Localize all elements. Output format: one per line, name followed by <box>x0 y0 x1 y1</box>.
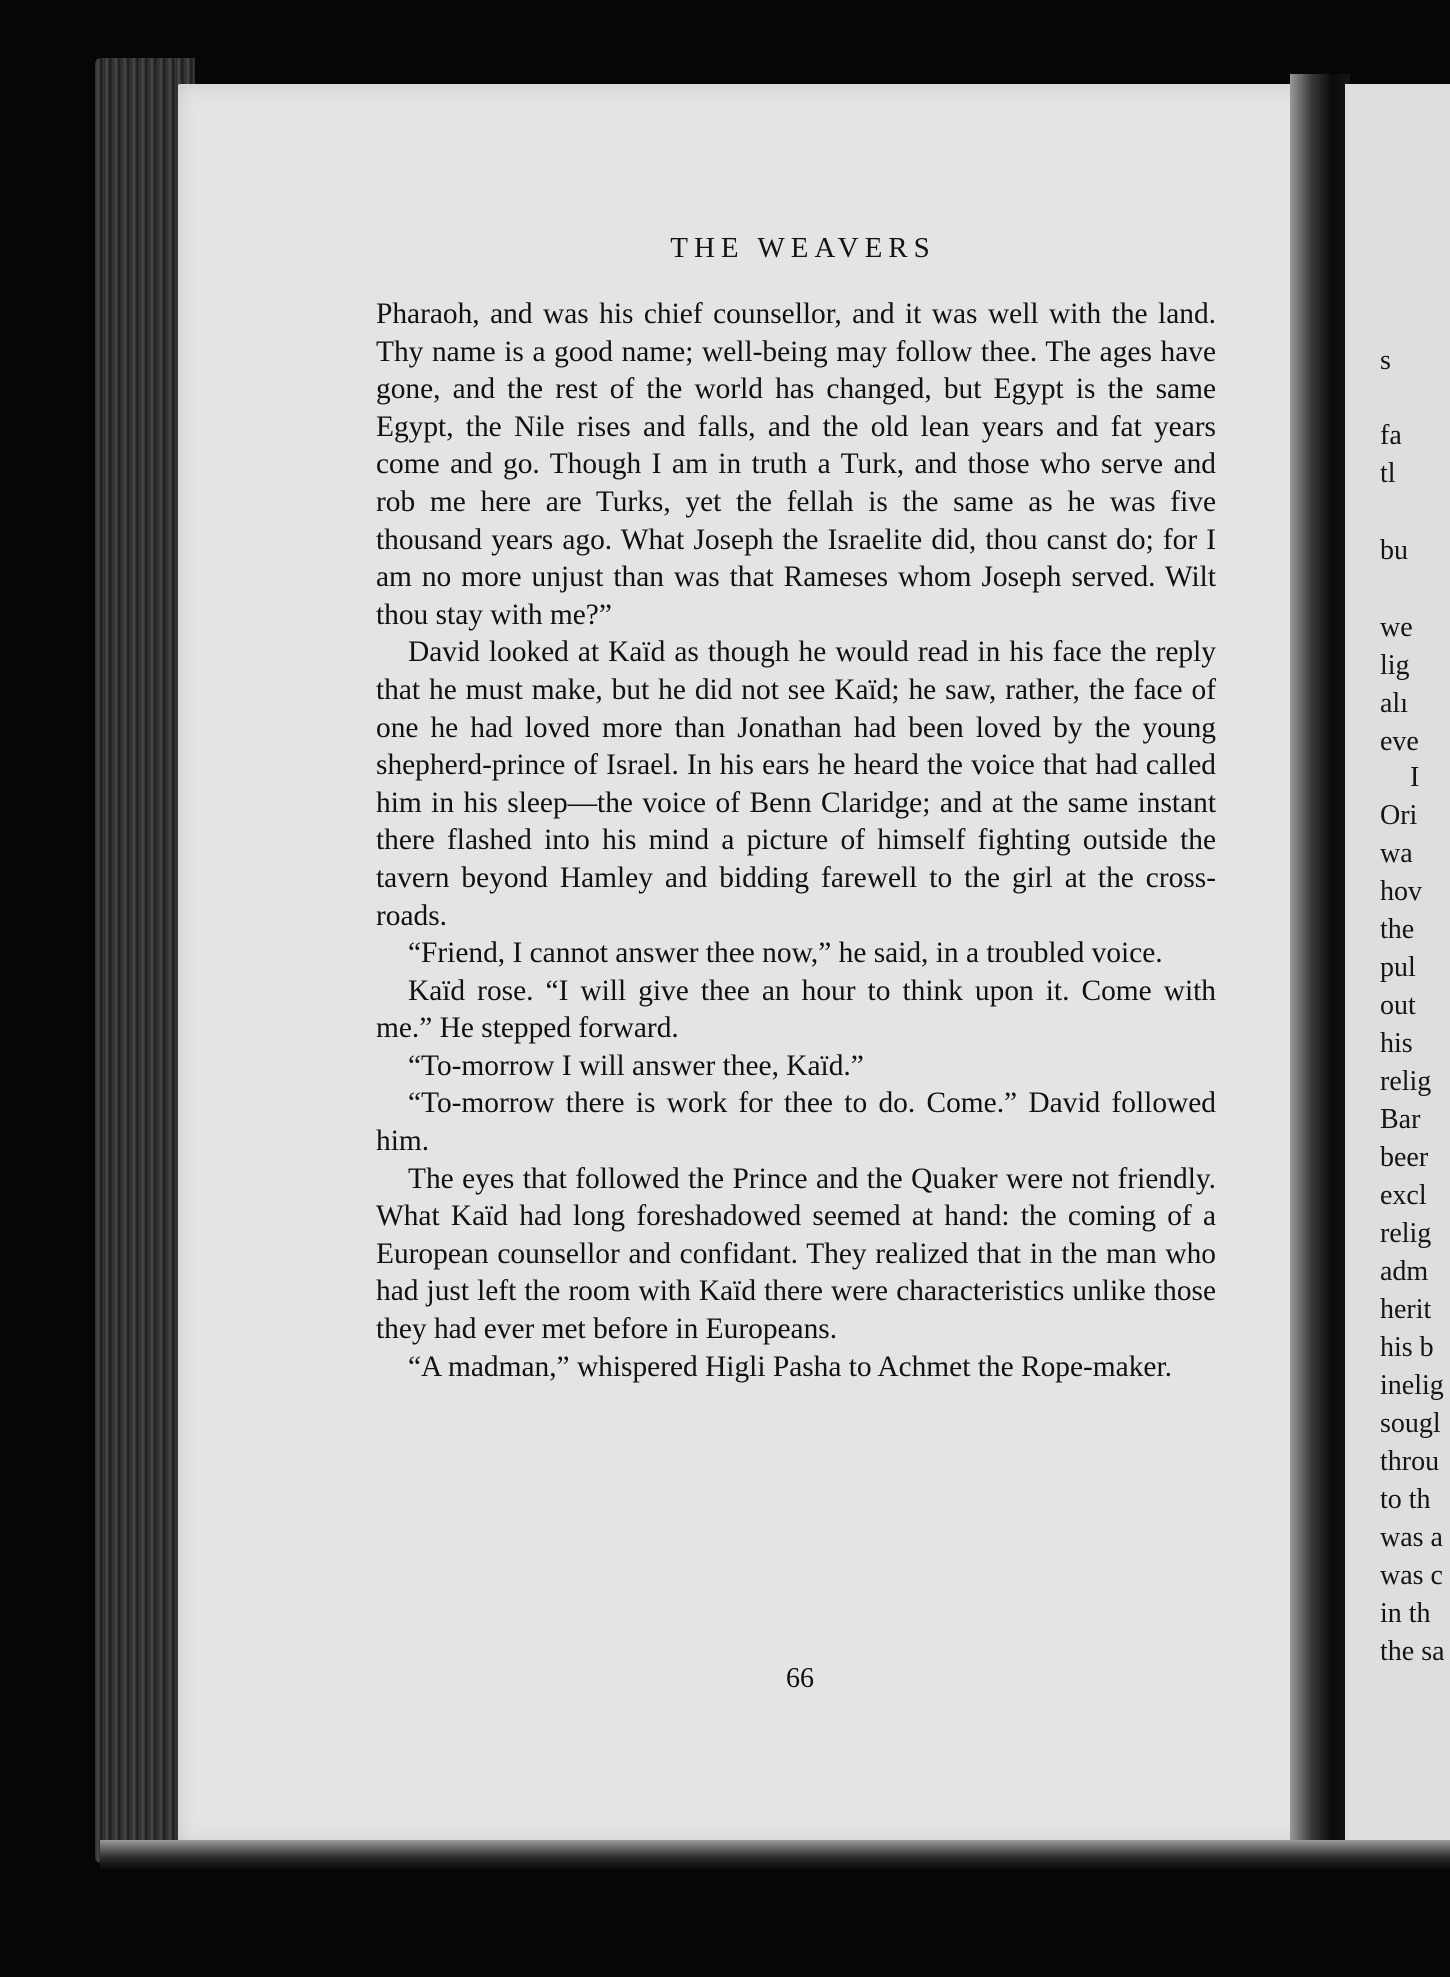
facing-line: in th <box>1380 1598 1431 1629</box>
paragraph-7: The eyes that followed the Prince and the Quaker were not friendly. What Kaïd had long foreshadowed seemed at hand: the coming of a European counsellor and confidant. They realized that in the man who had just left the room with Kaïd there were characteristics unlike those they had ever met before in Europeans. <box>376 1162 1216 1346</box>
facing-line: we <box>1380 612 1413 643</box>
facing-line: the <box>1380 914 1415 945</box>
facing-line: out <box>1380 990 1416 1021</box>
facing-page-text <box>1380 0 1450 1977</box>
book-gutter <box>1290 74 1350 1864</box>
facing-line: his <box>1380 1028 1413 1059</box>
facing-line: his b <box>1380 1332 1434 1363</box>
facing-line: inelig <box>1380 1370 1444 1401</box>
page-bottom-edge <box>100 1840 1450 1870</box>
page-number: 66 <box>786 1663 814 1694</box>
facing-line: tl <box>1380 458 1396 489</box>
body-text <box>376 296 1216 1386</box>
facing-line: relig <box>1380 1066 1432 1097</box>
paragraph-6: “To-morrow there is work for thee to do. Come.” David followed him. <box>376 1087 1216 1158</box>
facing-line: Ori <box>1380 800 1418 831</box>
facing-line: s <box>1380 345 1391 376</box>
facing-line: bu <box>1380 535 1408 566</box>
facing-line: eve <box>1380 726 1419 757</box>
facing-line: excl <box>1380 1180 1427 1211</box>
facing-line: I <box>1410 762 1420 793</box>
facing-line: pul <box>1380 952 1416 983</box>
facing-line: Bar <box>1380 1104 1421 1135</box>
paragraph-2: David looked at Kaïd as though he would read in his face the reply that he must make, but he did not see Kaïd; he saw, rather, the face of one he had loved more than Jonathan had been loved by the young shepherd-prince of Israel. In his ears he heard the voice that had called him in his sleep—the voice of Benn Claridge; and at the same instant there flashed into his mind a picture of himself fighting outside the tavern beyond Hamley and bidding farewell to the girl at the cross-roads. <box>376 636 1216 932</box>
facing-line: the sa <box>1380 1636 1445 1667</box>
facing-line: fa <box>1380 420 1402 451</box>
facing-line: relig <box>1380 1218 1432 1249</box>
facing-line: beer <box>1380 1142 1429 1173</box>
facing-line: sougl <box>1380 1408 1441 1439</box>
paragraph-3: “Friend, I cannot answer thee now,” he said, in a troubled voice. <box>408 937 1163 970</box>
running-head: THE WEAVERS <box>670 232 936 264</box>
paragraph-8: “A madman,” whispered Higli Pasha to Achmet the Rope-maker. <box>408 1350 1172 1383</box>
facing-line: herit <box>1380 1294 1432 1325</box>
facing-line: was a <box>1380 1522 1443 1553</box>
paragraph-4: Kaïd rose. “I will give thee an hour to think upon it. Come with me.” He stepped forward. <box>376 974 1216 1045</box>
facing-line: alı <box>1380 688 1408 719</box>
facing-line: to th <box>1380 1484 1431 1515</box>
paragraph-1: Pharaoh, and was his chief counsellor, and it was well with the land. Thy name is a good name; well-being may follow thee. The ages have gone, and the rest of the world has changed, but Egypt is the same Egypt, the Nile rises and falls, and the old lean years and fat years come and go. Though I am in truth a Turk, and those who serve and rob me here are Turks, yet the fellah is the same as he was five thousand years ago. What Joseph the Israelite did, thou canst do; for I am no more unjust than was that Rameses whom Joseph served. Wilt thou stay with me?” <box>376 298 1216 631</box>
paragraph-5: “To-morrow I will answer thee, Kaïd.” <box>408 1049 864 1082</box>
facing-line: was c <box>1380 1560 1443 1591</box>
facing-line: wa <box>1380 838 1413 869</box>
facing-line: hov <box>1380 876 1422 907</box>
facing-line: throu <box>1380 1446 1440 1477</box>
facing-line: lig <box>1380 650 1410 681</box>
facing-line: adm <box>1380 1256 1429 1287</box>
